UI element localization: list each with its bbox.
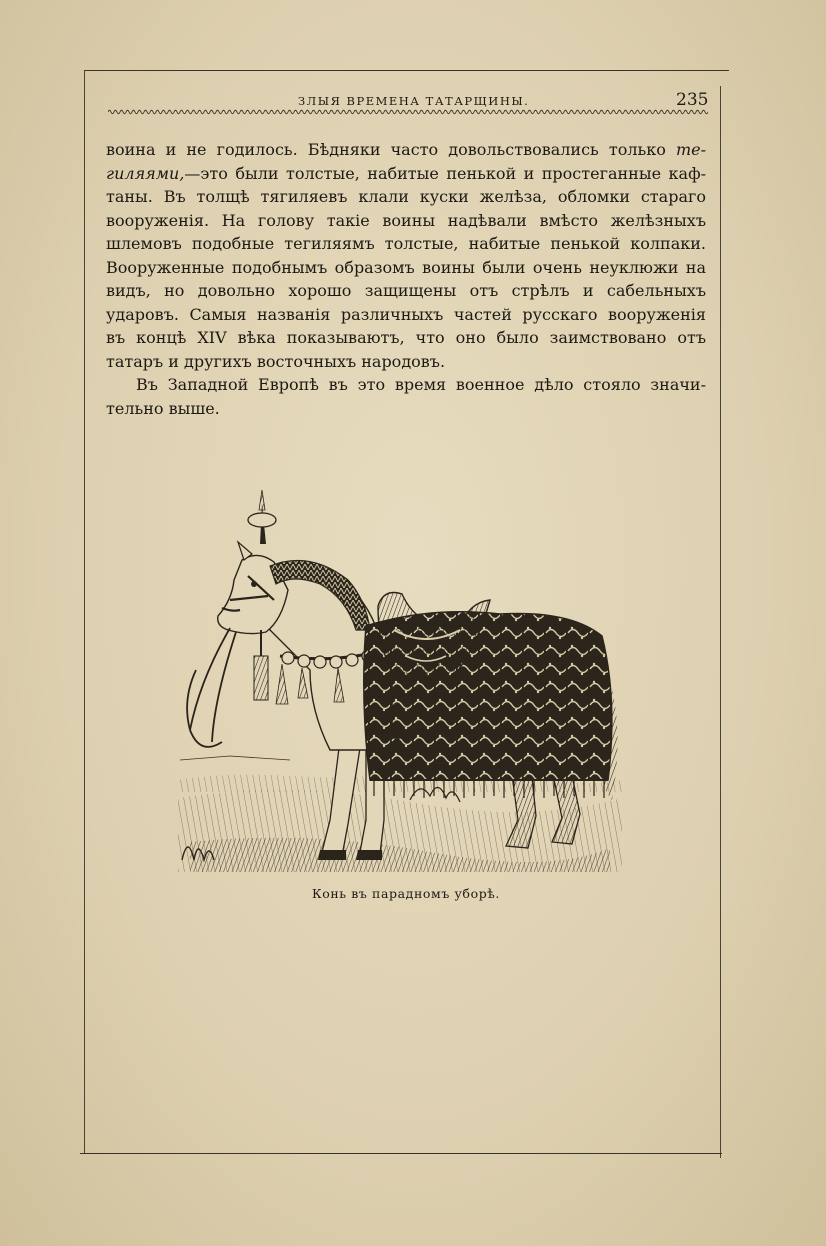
horse-engraving: [170, 480, 630, 880]
wavy-header-rule: [108, 108, 708, 116]
text-line: ударовъ. Самыя названія различныхъ частей русскаго вооруженія: [106, 304, 706, 324]
frame-left-rule: [84, 70, 85, 1153]
text-line: шлемовъ подобные тегиляямъ толстые, набитые пенькой колпаки.: [106, 234, 706, 253]
text-line: татаръ и другихъ восточныхъ народовъ.: [106, 351, 446, 371]
text-line: Въ Западной Европѣ въ это время военное дѣло стояло значи-: [136, 375, 706, 394]
figure-caption: Конь въ парадномъ уборѣ.: [311, 886, 501, 901]
text-line: вооруженія. На голову такіе воины надѣвали вмѣсто желѣзныхъ: [106, 210, 706, 230]
text-line: воина и не годилось. Бѣдняки часто довольствовались только те-: [106, 140, 706, 159]
frame-right-rule: [720, 86, 721, 1158]
text-line: гиляями,—это были толстые, набитые пенькой и простеганные каф-: [106, 163, 706, 183]
running-title: ЗЛЫЯ ВРЕМЕНА ТАТАРЩИНЫ.: [298, 94, 530, 108]
text-line: тельно выше.: [106, 398, 220, 418]
frame-top-rule: [84, 70, 729, 71]
text-line: таны. Въ толщѣ тягиляевъ клали куски желѣза, обломки стараго: [106, 187, 706, 206]
text-line: видъ, но довольно хорошо защищены отъ стрѣлъ и сабельныхъ: [106, 281, 706, 300]
frame-bottom-rule: [80, 1153, 722, 1154]
text-line: въ концѣ XIV вѣка показываютъ, что оно было заимствовано отъ: [106, 328, 706, 347]
body-text: [106, 138, 706, 420]
page-number: 235: [676, 90, 709, 110]
text-line: Вооруженные подобнымъ образомъ воины были очень неуклюжи на: [106, 257, 706, 277]
